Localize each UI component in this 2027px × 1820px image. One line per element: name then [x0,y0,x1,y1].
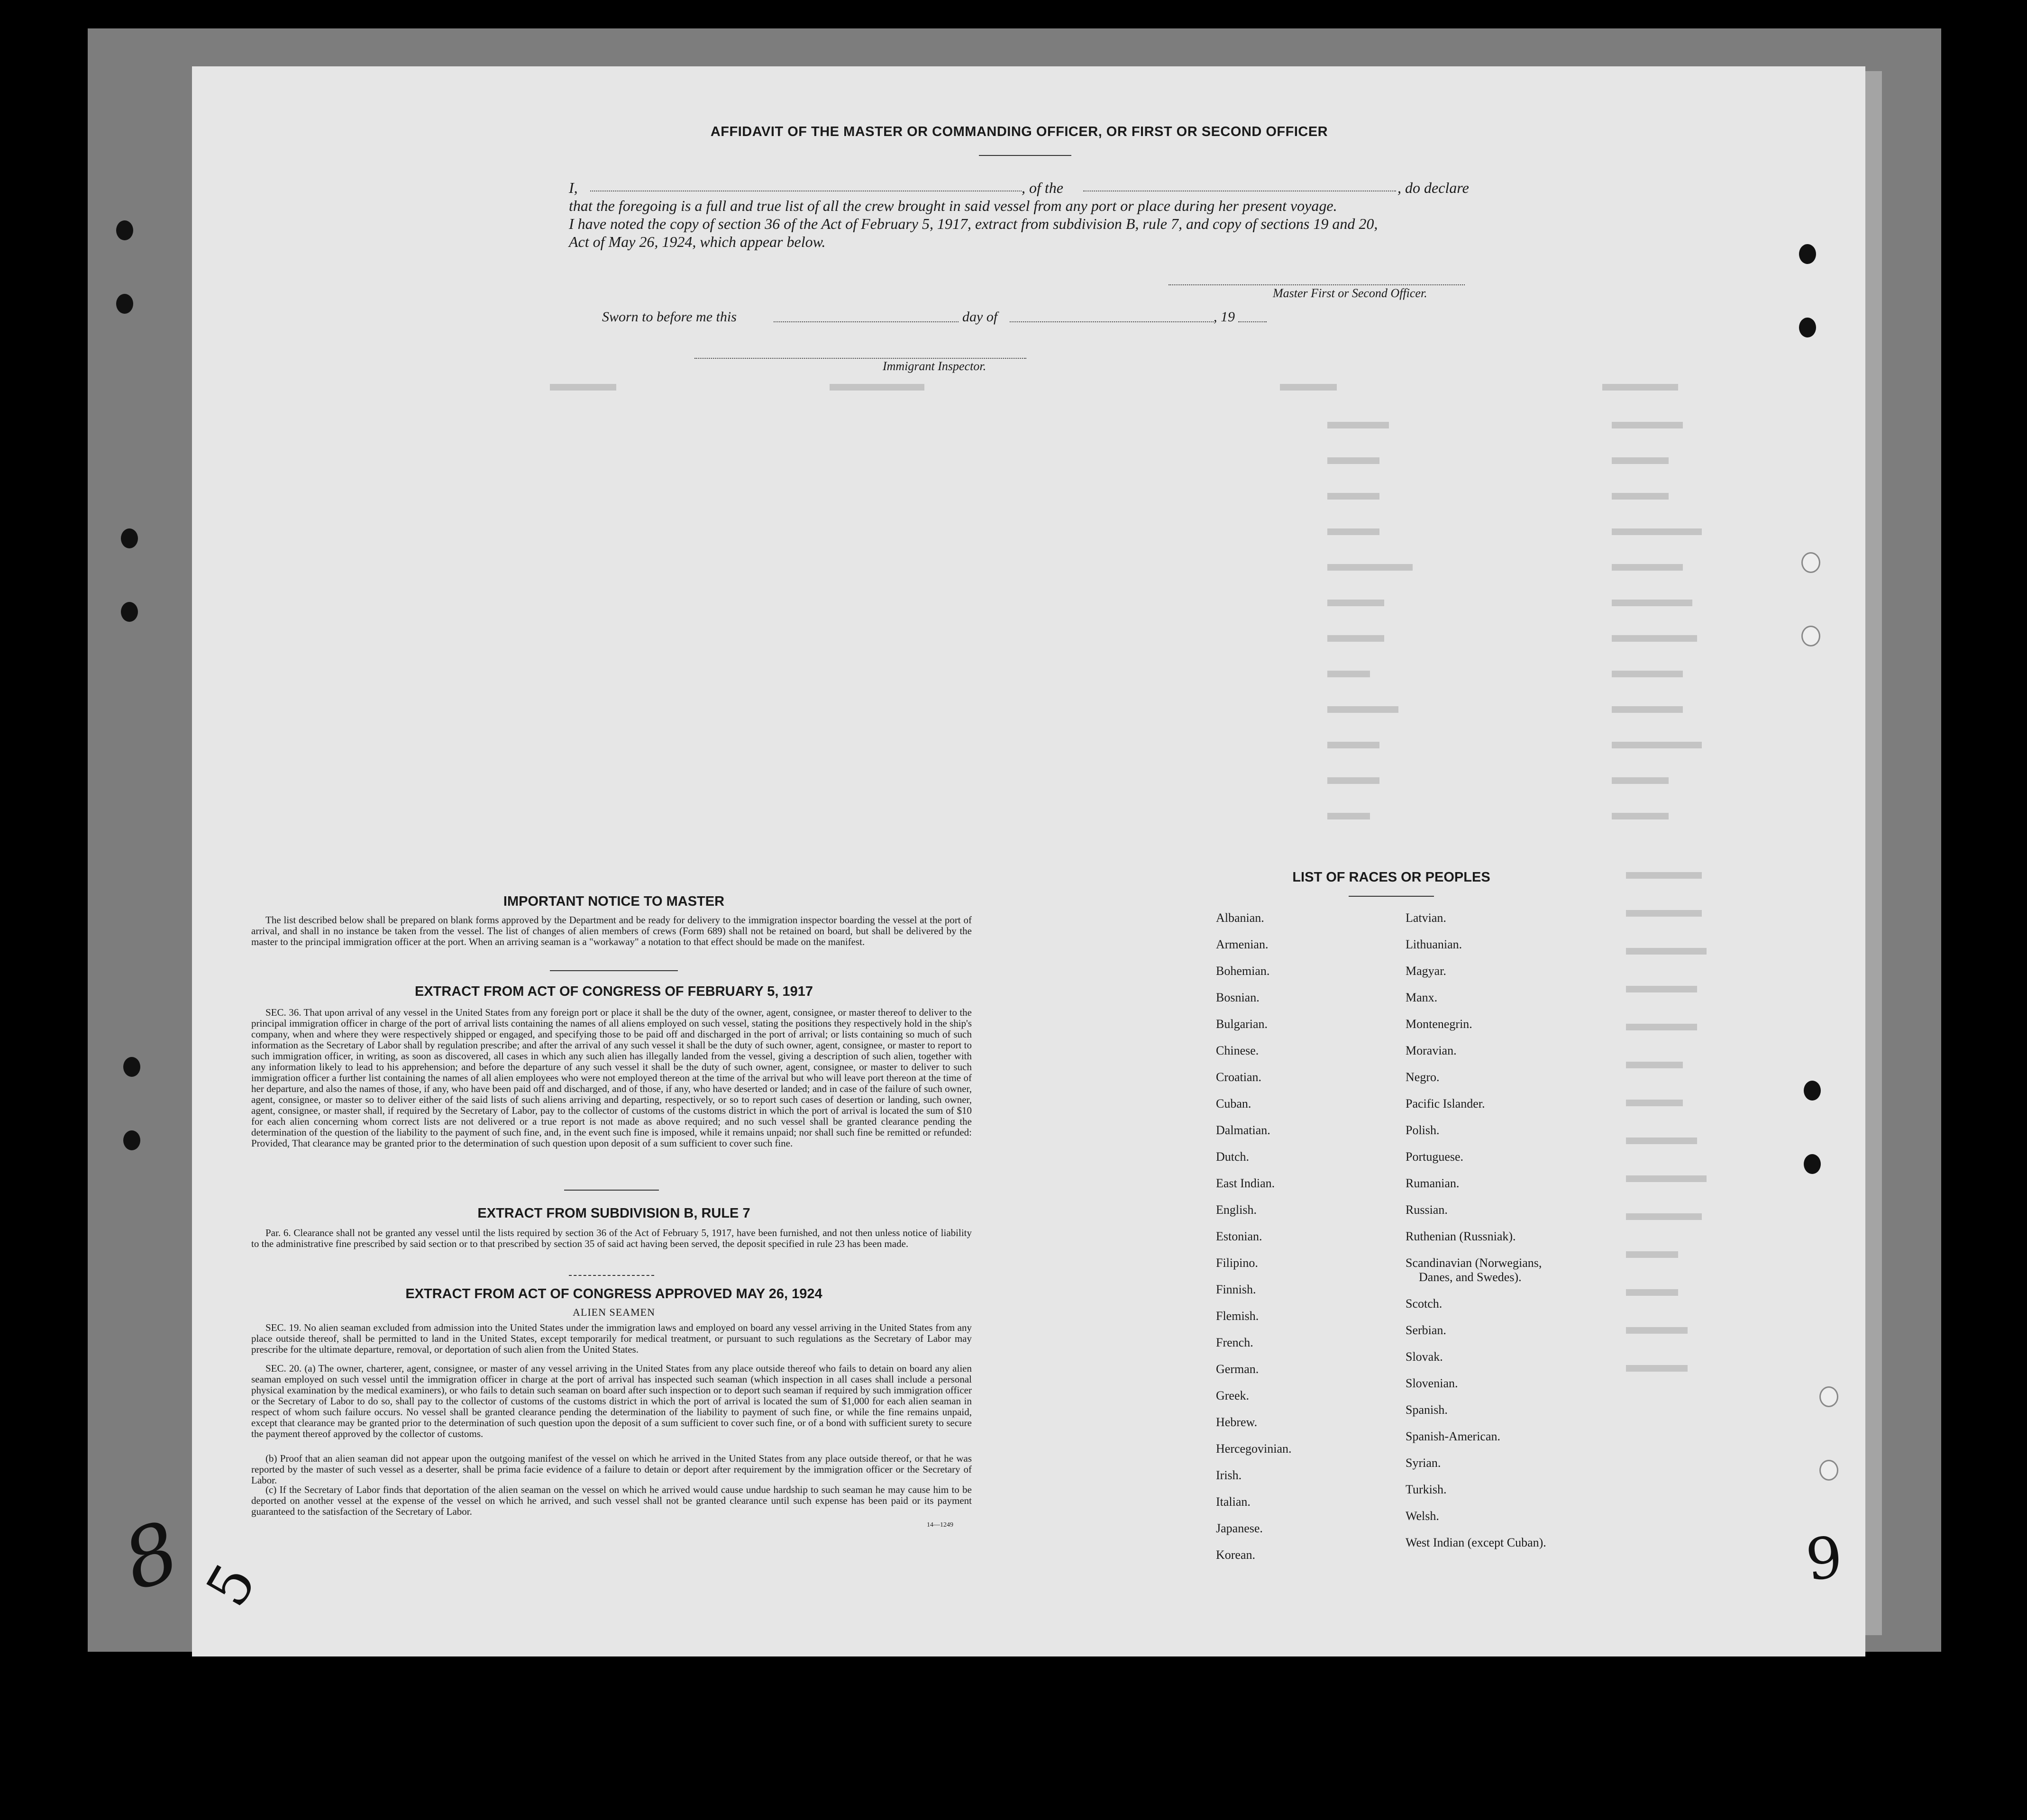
race-item: Bosnian. [1216,991,1260,1004]
affidavit-title: AFFIDAVIT OF THE MASTER OR COMMANDING OFFICER, OR FIRST OR SECOND OFFICER [710,124,1328,139]
act-1917-text: SEC. 36. That upon arrival of any vessel in the United States from any foreign port or place it shall be the duty of the owner, agent, consignee, or master thereof to deliver to the principal immigration officer in charge of the port of arrival lists containing the names of all aliens employed on such vessel, stating the positions they respectively hold in the ship's company, when and where they were respectively shipped or engaged, and specifying those to be paid off and discharged in the port of arrival; or lists containing so much of such information as the Secretary of Labor shall by regulation prescribe; and after the arrival of any such vessel it shall be the duty of such owner, agent, consignee, or master to report to such immigration officer, in writing, as soon as discovered, all cases in which any such alien has illegally landed from the vessel, giving a description of such alien, together with any information likely to lead to his apprehension; and before the departure of any such vessel it shall be the duty of such owner, agent, consignee, or master to deliver to such immigration officer a further list containing the names of all alien employees who were not employed thereon at the time of the arrival but who will leave port thereon at the time of her departure, and also the names of those, if any, who have been paid off and discharged, and of those, if any, who have deserted or landed; and in case of the failure of such owner, agent, consignee, or master so to deliver either of the said lists of such aliens arriving and departing, respectively, or so to report such cases of desertion or landing, such owner, agent, consignee, or master shall, if required by the Secretary of Labor, pay to the collector of customs of the customs district in which the port of arrival is located the sum of $10 for each alien concerning whom correct lists are not delivered or a true report is not made as above required; and no such vessel shall be granted clearance pending the determination of the question of the liability to the payment of such fine, and, in the event such fine is imposed, while it remains unpaid; nor shall such fine be remitted or refunded: Provided, That clearance may be granted prior to the determination of such question upon deposit of a sum sufficient to cover such fine. [251,1007,972,1149]
handwritten-number: 9 [1802,1524,1846,1594]
race-item: East Indian. [1216,1176,1275,1190]
affidavit-line2: that the foregoing is a full and true list of all the crew brought in said vessel from any port or place during her present voyage. [569,197,1337,214]
reinforcement-ring-icon [1819,1460,1838,1481]
race-item: Japanese. [1216,1521,1263,1535]
race-item: Irish. [1216,1468,1242,1482]
rule-7-text: Par. 6. Clearance shall not be granted any vessel until the lists required by section 36 of the Act of February 5, 1917, have been furnished, and not then unless notice of liability to the administrative fine prescribed by said section or to that prescribed by section 35 of said act having been served, the deposit specified in rule 23 has been made. [251,1227,972,1249]
race-item: Negro. [1406,1070,1440,1084]
master-signature-label: Master First or Second Officer. [1273,286,1427,300]
punch-hole-icon [1804,1154,1821,1174]
race-item: Moravian. [1406,1044,1457,1057]
race-item: Dalmatian. [1216,1123,1270,1137]
race-item: French. [1216,1336,1253,1349]
race-item: Magyar. [1406,964,1446,978]
sec-20a-text: SEC. 20. (a) The owner, charterer, agent, consignee, or master of any vessel arriving in the United States from any place outside thereof who fails to detain on board any alien seaman employed on such vessel until the immigration officer in charge at the port of arrival has inspected such seaman (which inspection in all cases shall include a personal physical examination by the medical examiners), or who fails to detain such seaman on board after such inspection or to deport such seaman if required by such immigration officer or the Secretary of Labor to do so, shall pay to the collector of customs of the customs district in which the port of arrival is located the sum of $1,000 for each alien seaman in respect of whom such failure occurs. No vessel shall be granted clearance pending the determination of the liability to payment of such fine, or while the fine remains unpaid, except that clearance may be granted prior to the determination of such question upon the deposit of a sum sufficient to cover such fine, or of a bond with sufficient surety to secure the payment thereof approved by the collector of customs. [251,1363,972,1439]
race-item: Spanish-American. [1406,1429,1501,1443]
punch-hole-icon [121,528,138,548]
race-item: Spanish. [1406,1403,1448,1417]
reinforcement-ring-icon [1819,1386,1838,1407]
race-item: Welsh. [1406,1509,1439,1523]
race-item: German. [1216,1362,1259,1376]
notice-text: The list described below shall be prepared on blank forms approved by the Department and be ready for delivery to the immigration inspector boarding the vessel at the port of arrival, and shall in no instance be taken from the vessel. The list of changes of alien members of crews (Form 689) shall not be retained on board, but shall be delivered by the master to the principal immigration officer at the port. When an arriving seaman is a "workaway" a notation to that effect should be made on the manifest. [251,914,972,947]
punch-hole-icon [121,602,138,622]
race-item: Slovenian. [1406,1376,1458,1390]
handwritten-mark: 8 [112,1504,191,1609]
alien-seamen-subtitle: ALIEN SEAMEN [573,1306,655,1318]
race-item: Syrian. [1406,1456,1441,1470]
sworn-day-blank [774,321,959,322]
race-item: Greek. [1216,1389,1250,1402]
affidavit-line4: Act of May 26, 1924, which appear below. [569,233,826,250]
day-of-label: day of [962,309,998,325]
race-item: Latvian. [1406,911,1446,925]
race-item: Ruthenian (Russniak). [1406,1229,1516,1243]
sec-20c-text: (c) If the Secretary of Labor finds that deportation of the alien seaman on the vessel on which he arrived would cause undue hardship to such seaman he may cause him to be deported on another vessel at the expense of the vessel on which he arrived, and such vessel shall not be granted clearance until such expense has been paid or its payment guaranteed to the satisfaction of the Secretary of Labor. [251,1484,972,1517]
sec-20b-text: (b) Proof that an alien seaman did not appear upon the outgoing manifest of the vessel on which he arrived in the United States from any place outside thereof, or that he was reported by the master of such vessel as a deserter, shall be prima facie evidence of a failure to detain or deport after requirement by the immigration officer or the Secretary of Labor. [251,1453,972,1486]
divider [1349,896,1434,897]
race-item: Hebrew. [1216,1415,1258,1429]
races-title: LIST OF RACES OR PEOPLES [1292,870,1490,885]
race-item: Polish. [1406,1123,1440,1137]
form-number: 14—1249 [927,1521,953,1529]
punch-hole-icon [116,294,133,314]
race-item: Korean. [1216,1548,1256,1562]
race-item: Cuban. [1216,1097,1251,1110]
race-item: Croatian. [1216,1070,1262,1084]
race-item: Pacific Islander. [1406,1097,1485,1110]
race-item: English. [1216,1203,1257,1217]
race-item: West Indian (except Cuban). [1406,1536,1546,1549]
master-signature-line [1169,284,1465,285]
race-item-continuation: Danes, and Swedes). [1419,1270,1522,1284]
affidavit-line-i: I, [569,179,578,196]
race-item: Scandinavian (Norwegians, [1406,1256,1542,1270]
races-right-column [1406,911,1546,1562]
race-item: Russian. [1406,1203,1448,1217]
race-item: Montenegrin. [1406,1017,1472,1031]
divider [979,155,1071,156]
sec-19-text: SEC. 19. No alien seaman excluded from admission into the United States under the immigration laws and employed on board any vessel arriving in the United States from any place outside thereof, shall be permitted to land in the United States, except temporarily for medical treatment, or pursuant to such regulations as the Secretary of Labor may prescribe for the ultimate departure, removal, or deportation of such alien from the United States. [251,1322,972,1355]
year-label: , 19 [1214,309,1235,325]
act-1924-title: EXTRACT FROM ACT OF CONGRESS APPROVED MAY 26, 1924 [405,1286,822,1301]
handwritten-number: 5 [193,1553,269,1618]
race-item: Portuguese. [1406,1150,1464,1164]
punch-hole-icon [1799,244,1816,264]
reinforcement-ring-icon [1801,552,1820,573]
affidavit-declare: , do declare [1397,179,1469,196]
race-item: Bohemian. [1216,964,1270,978]
sworn-label: Sworn to before me this [602,309,737,325]
race-item: Chinese. [1216,1044,1259,1057]
race-item: Serbian. [1406,1323,1446,1337]
punch-hole-icon [123,1057,140,1077]
race-item: Lithuanian. [1406,937,1462,951]
divider [564,1190,659,1191]
race-item: Armenian. [1216,937,1269,951]
affidavit-of-the: , of the [1022,179,1063,196]
rule-7-title: EXTRACT FROM SUBDIVISION B, RULE 7 [477,1206,750,1221]
inspector-signature-line [694,358,1026,359]
race-item: Albanian. [1216,911,1264,925]
notice-title: IMPORTANT NOTICE TO MASTER [503,894,725,909]
punch-hole-icon [1799,318,1816,337]
race-item: Manx. [1406,991,1438,1004]
divider [550,970,678,971]
month-blank [1010,321,1214,322]
race-item: Bulgarian. [1216,1017,1268,1031]
race-item: Scotch. [1406,1297,1443,1310]
race-item: Italian. [1216,1495,1251,1509]
race-item: Hercegovinian. [1216,1442,1292,1456]
act-1917-title: EXTRACT FROM ACT OF CONGRESS OF FEBRUARY 5, 1917 [414,984,813,999]
inspector-label: Immigrant Inspector. [883,359,986,373]
punch-hole-icon [116,220,133,240]
punch-hole-icon [1804,1081,1821,1101]
race-item: Rumanian. [1406,1176,1460,1190]
race-item: Finnish. [1216,1283,1256,1296]
reinforcement-ring-icon [1801,626,1820,646]
race-item: Estonian. [1216,1229,1262,1243]
divider [569,1275,654,1276]
race-item: Slovak. [1406,1350,1443,1364]
punch-hole-icon [123,1130,140,1150]
race-item: Flemish. [1216,1309,1259,1323]
affidavit-line3: I have noted the copy of section 36 of the Act of February 5, 1917, extract from subdivision B, rule 7, and copy of sections 19 and 20, [569,215,1378,232]
race-item: Turkish. [1406,1483,1447,1496]
year-blank [1238,321,1267,322]
races-left-column [1216,911,1292,1574]
race-item: Dutch. [1216,1150,1250,1164]
race-item: Filipino. [1216,1256,1258,1270]
